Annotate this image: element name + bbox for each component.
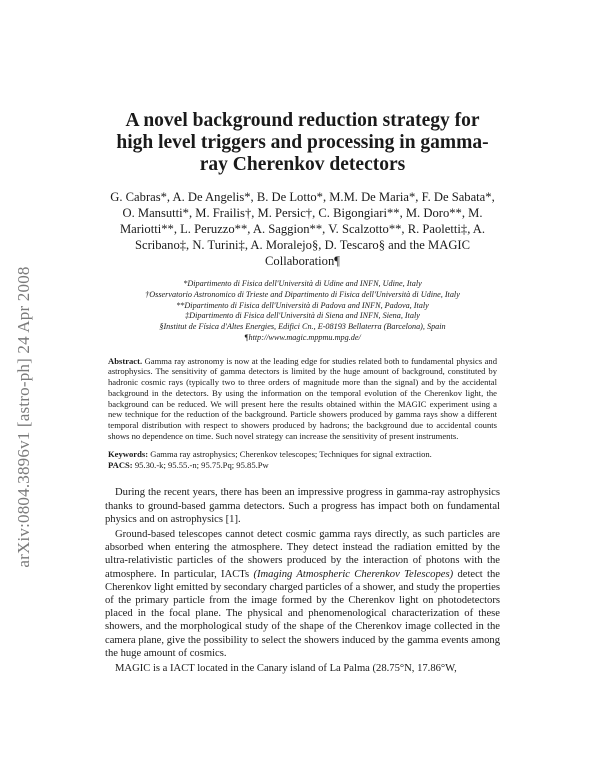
arxiv-identifier	[4, 202, 44, 632]
paragraph	[105, 528, 500, 660]
pacs-codes: 95.30.-k; 95.55.-n; 95.75.Pq; 95.85.Pw	[134, 459, 269, 470]
body-text	[105, 486, 500, 675]
paragraph-emphasis: (Imaging Atmospheric Cherenkov Telescopes)	[253, 568, 454, 580]
keywords-label: Keywords:	[108, 449, 149, 460]
paper-title: A novel background reduction strategy for high level triggers and processing in gamma-ray Cherenkov detectors	[116, 110, 489, 175]
paragraph: During the recent years, there has been an impressive progress in gamma-ray astrophysics thanks to ground-based gamma detectors. Such a progress has impact both on fundamental physics and on astrophysics [1].	[105, 487, 500, 525]
keywords-block	[105, 449, 500, 470]
affiliation: **Dipartimento di Fisica dell'Università di Padova and INFN, Padova, Italy	[176, 300, 429, 310]
abstract	[105, 356, 500, 442]
paper-content	[105, 110, 500, 675]
author-list: G. Cabras*, A. De Angelis*, B. De Lotto*, M.M. De Maria*, F. De Sabata*, O. Mansutti*, M. Frailis†, M. Persic†, C. Bigongiari**, M. Doro**, M. Mariotti**, L. Peruzzo**, A. Saggion**, V. Scalzotto**, R. Paoletti‡, A. Scribano‡, N. Turini‡, A. Moralejo§, D. Tescaro§ and the MAGIC Collaboration¶	[110, 190, 495, 268]
abstract-label: Abstract.	[108, 355, 143, 366]
arxiv-id-text: arXiv:0804.3896v1 [astro-ph] 24 Apr 2008	[14, 266, 33, 568]
affiliation: §Institut de Física d'Altes Energies, Edifici Cn., E-08193 Bellaterra (Barcelona), Spain	[159, 322, 446, 332]
paragraph-text: Ground-based telescopes cannot detect cosmic gamma rays directly, as such particles are absorbed when entering the atmosphere. They detect instead the radiation emitted by the ultra-relativistic particles of the showers produced by the interaction of photons with the atmosphere. In particular, IACTs	[105, 529, 500, 580]
pacs-label: PACS:	[108, 459, 133, 470]
abstract-text: Gamma ray astronomy is now at the leading edge for studies related both to fundamental physics and astrophysics. The sensitivity of gamma detectors is limited by the huge amount of background, constituted by hadronic cosmic rays (typically two to three orders of magnitude more than the signal) and by the accidental background in the detectors. By using the information on the temporal evolution of the Cherenkov light, the background can be reduced. We will present here the results obtained within the MAGIC experiment using a new technique for the reduction of the background. Particle showers produced by gamma rays show a different temporal distribution with respect to showers produced by hadrons; the background due to accidental counts shows no dependence on time. Such novel strategy can increase the sensitivity of present instruments.	[108, 355, 497, 441]
affiliations	[105, 279, 500, 344]
affiliation: ‡Dipartimento di Fisica dell'Università di Siena and INFN, Siena, Italy	[185, 311, 420, 321]
affiliation: †Osservatorio Astronomico di Trieste and Dipartimento di Fisica dell'Università di Udine, Italy	[145, 289, 460, 299]
paragraph-text: detect the Cherenkov light emitted by secondary charged particles of a shower, and study the properties of the primary particle from the image formed by the Cherenkov light on photodetectors placed in the focal plane. The physical and phenomenological characterization of these showers, and the morphological study of the shape of the Cherenkov image collected in the camera plane, give the possibility to select the showers induced by the gamma events among the huge amount of cosmics.	[105, 568, 500, 659]
paragraph: MAGIC is a IACT located in the Canary island of La Palma (28.75°N, 17.86°W,	[115, 663, 457, 675]
keywords-text: Gamma ray astrophysics; Cherenkov telescopes; Techniques for signal extraction.	[150, 449, 432, 460]
affiliation: *Dipartimento di Fisica dell'Università di Udine and INFN, Udine, Italy	[183, 279, 422, 288]
affiliation: ¶http://www.magic.mppmu.mpg.de/	[244, 332, 361, 342]
